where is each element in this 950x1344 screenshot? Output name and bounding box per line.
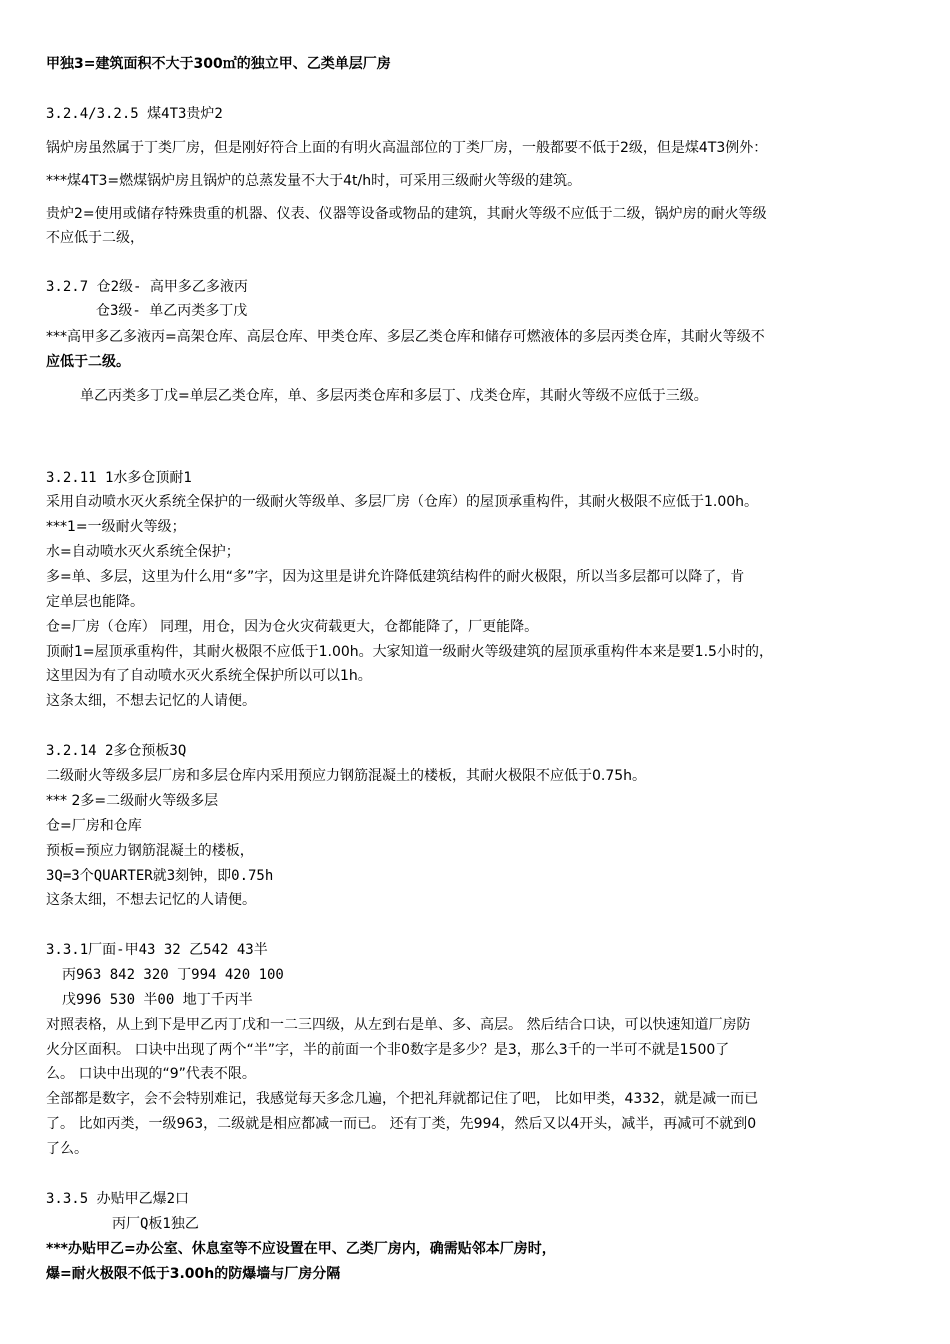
text-line: 全部都是数字，会不会特别难记，我感觉每天多念几遍，个把礼拜就都记住了吧， 比如甲类，4332，就是减一而已 [46, 1091, 759, 1107]
text-line: 这条太细，不想去记忆的人请便。 [46, 693, 256, 709]
text-line: 预板=预应力钢筋混凝土的楼板， [46, 843, 254, 859]
section-heading: 3.2.4/3.2.5 煤4T3贵炉2 [46, 106, 223, 122]
text-line: 水=自动喷水灭火系统全保护； [46, 544, 240, 560]
text-line: 二级耐火等级多层厂房和多层仓库内采用预应力钢筋混凝土的楼板，其耐火极限不应低于0.75h。 [46, 768, 647, 784]
section-heading: 3.2.11 1水多仓顶耐1 [46, 470, 192, 486]
text-line: 定单层也能降。 [46, 594, 144, 610]
text-line: 不应低于二级， [46, 230, 144, 246]
text-line: *** 2多=二级耐火等级多层 [46, 793, 219, 809]
text-line: 采用自动喷水灭火系统全保护的一级耐火等级单、多层厂房（仓库）的屋顶承重构件，其耐火极限不应低于1.00h。 [46, 494, 759, 510]
text-line: ***1=一级耐火等级； [46, 519, 186, 535]
text-line: 火分区面积。 口诀中出现了两个“半”字，半的前面一个非0数字是多少？是3，那么3千的一半可不就是1500了 [46, 1042, 730, 1058]
section-heading: 3.3.5 办贴甲乙爆2口 [46, 1191, 190, 1207]
text-line: 这里因为有了自动喷水灭火系统全保护所以可以1h。 [46, 668, 372, 684]
text-line: 了。 比如丙类，一级963，二级就是相应都减一而已。 还有丁类，先994，然后又以4开头，减半，再减可不就到0 [46, 1116, 757, 1132]
text-line: ***煤4T3=燃煤锅炉房且锅炉的总蒸发量不大于4t/h时，可采用三级耐火等级的建筑。 [46, 173, 582, 189]
text-line: 戊996 530 半00 地丁千丙半 [62, 992, 253, 1008]
text-line: 应低于二级。 [46, 354, 130, 370]
section-heading: 3.2.7 仓2级- 高甲多乙多液丙 [46, 279, 248, 295]
text-line: 锅炉房虽然属于丁类厂房，但是刚好符合上面的有明火高温部位的丁类厂房，一般都要不低于2级，但是煤4T3例外： [46, 140, 768, 156]
text-line: 对照表格，从上到下是甲乙丙丁戊和一二三四级，从左到右是单、多、高层。 然后结合口诀，可以快速知道厂房防 [46, 1017, 751, 1033]
text-line: 顶耐1=屋顶承重构件，其耐火极限不应低于1.00h。大家知道一级耐火等级建筑的屋顶承重构件本来是要1.5小时的， [46, 644, 773, 660]
text-line: 这条太细，不想去记忆的人请便。 [46, 892, 256, 908]
text-line: 3Q=3个QUARTER就3刻钟，即0.75h [46, 868, 274, 884]
text-line: ***高甲多乙多液丙=高架仓库、高层仓库、甲类仓库、多层乙类仓库和储存可燃液体的多层丙类仓库，其耐火等级不 [46, 329, 765, 345]
section-heading: 3.3.1厂面-甲43 32 乙542 43半 [46, 942, 268, 958]
text-line: 么。 口诀中出现的“9”代表不限。 [46, 1066, 256, 1082]
text-line: 仓=厂房（仓库） 同理，用仓，因为仓火灾荷载更大，仓都能降了，厂更能降。 [46, 619, 539, 635]
text-line: 爆=耐火极限不低于3.00h的防爆墙与厂房分隔 [46, 1266, 341, 1282]
text-line: ***办贴甲乙=办公室、休息室等不应设置在甲、乙类厂房内，确需贴邻本厂房时， [46, 1241, 556, 1257]
text-line: 丙963 842 320 丁994 420 100 [62, 967, 284, 983]
text-line: 仓3级- 单乙丙类多丁戊 [96, 303, 248, 319]
text-line: 仓=厂房和仓库 [46, 818, 142, 834]
text-line: 多=单、多层，这里为什么用“多”字，因为这里是讲允许降低建筑结构件的耐火极限，所以当多层都可以降了，肯 [46, 569, 745, 585]
text-line: 贵炉2=使用或储存特殊贵重的机器、仪表、仪器等设备或物品的建筑，其耐火等级不应低于二级，锅炉房的耐火等级 [46, 206, 767, 222]
section-heading: 3.2.14 2多仓预板3Q [46, 743, 187, 759]
text-line: 甲独3=建筑面积不大于300㎡的独立甲、乙类单层厂房 [46, 56, 391, 72]
text-line: 了么。 [46, 1141, 88, 1157]
text-line: 单乙丙类多丁戊=单层乙类仓库，单、多层丙类仓库和多层丁、戊类仓库，其耐火等级不应低于三级。 [80, 388, 708, 404]
text-line: 丙厂Q板1独乙 [112, 1216, 199, 1232]
